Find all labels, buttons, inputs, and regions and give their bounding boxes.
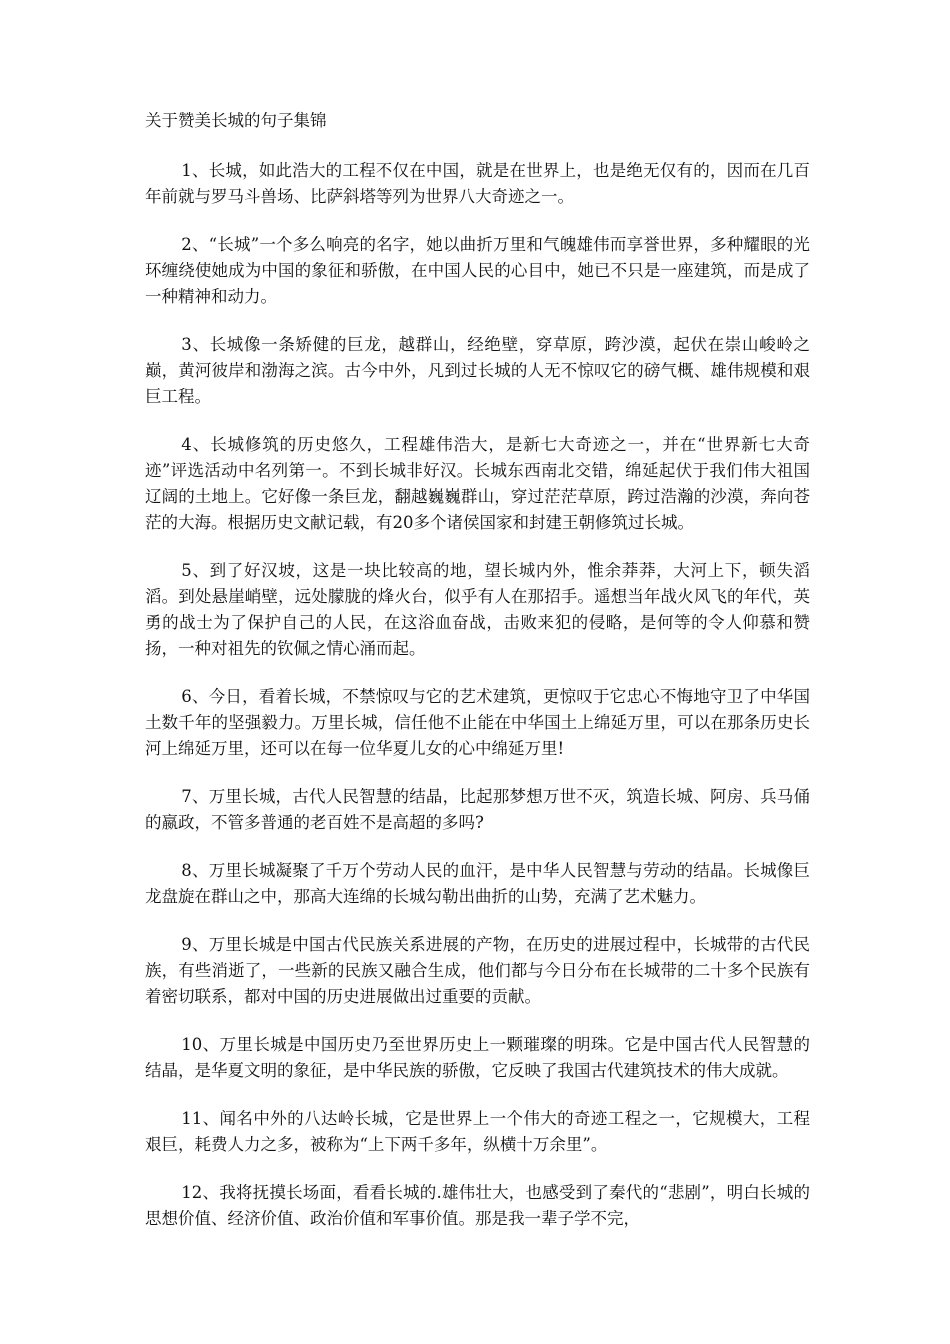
document-title: 关于赞美长城的句子集锦 bbox=[145, 111, 327, 130]
document-body bbox=[145, 108, 810, 1254]
paragraph-2: 2、“长城”一个多么响亮的名字，她以曲折万里和气魄雄伟而享誉世界，多种耀眼的光环缠绕使她成为中国的象征和骄傲，在中国人民的心目中，她已不只是一座建筑，而是成了一种精神和动力。 bbox=[145, 235, 810, 306]
paragraph-9: 9、万里长城是中国古代民族关系进展的产物，在历史的进展过程中，长城带的古代民族，有些消逝了，一些新的民族又融合生成，他们都与今日分布在长城带的二十多个民族有着密切联系，都对中国的历史进展做出过重要的贡献。 bbox=[145, 935, 810, 1006]
paragraph-1: 1、长城，如此浩大的工程不仅在中国，就是在世界上，也是绝无仅有的，因而在几百年前就与罗马斗兽场、比萨斜塔等列为世界八大奇迹之一。 bbox=[145, 161, 810, 206]
paragraph-4: 4、长城修筑的历史悠久，工程雄伟浩大，是新七大奇迹之一，并在“世界新七大奇迹”评选活动中名列第一。不到长城非好汉。长城东西南北交错，绵延起伏于我们伟大祖国辽阔的土地上。它好像一条巨龙，翻越巍巍群山，穿过茫茫草原，跨过浩瀚的沙漠，奔向苍茫的大海。根据历史文献记载，有20多个诸侯国家和封建王朝修筑过长城。 bbox=[145, 435, 810, 532]
paragraph-8: 8、万里长城凝聚了千万个劳动人民的血汗，是中华人民智慧与劳动的结晶。长城像巨龙盘旋在群山之中，那高大连绵的长城勾勒出曲折的山势，充满了艺术魅力。 bbox=[145, 861, 810, 906]
paragraph-12: 12、我将抚摸长场面，看看长城的.雄伟壮大，也感受到了秦代的“悲剧”，明白长城的思想价值、经济价值、政治价值和军事价值。那是我一辈子学不完， bbox=[145, 1183, 810, 1228]
paragraph-5: 5、到了好汉坡，这是一块比较高的地，望长城内外，惟余莽莽，大河上下，顿失滔滔。到处悬崖峭壁，远处朦胧的烽火台，似乎有人在那招手。遥想当年战火风飞的年代，英勇的战士为了保护自己的人民，在这浴血奋战，击败来犯的侵略，是何等的令人仰慕和赞扬，一种对祖先的钦佩之情心涌而起。 bbox=[145, 561, 810, 658]
paragraph-11: 11、闻名中外的八达岭长城，它是世界上一个伟大的奇迹工程之一，它规模大，工程艰巨，耗费人力之多，被称为“上下两千多年，纵横十万余里”。 bbox=[145, 1109, 810, 1154]
paragraph-6: 6、今日，看着长城，不禁惊叹与它的艺术建筑，更惊叹于它忠心不悔地守卫了中华国土数千年的坚强毅力。万里长城，信任他不止能在中华国土上绵延万里，可以在那条历史长河上绵延万里，还可以在每一位华夏儿女的心中绵延万里! bbox=[145, 687, 810, 758]
paragraph-7: 7、万里长城，古代人民智慧的结晶，比起那梦想万世不灭，筑造长城、阿房、兵马俑的嬴政，不管多普通的老百姓不是高超的多吗? bbox=[145, 787, 810, 832]
paragraph-3: 3、长城像一条矫健的巨龙，越群山，经绝壁，穿草原，跨沙漠，起伏在崇山峻岭之巅，黄河彼岸和渤海之滨。古今中外，凡到过长城的人无不惊叹它的磅气概、雄伟规模和艰巨工程。 bbox=[145, 335, 810, 406]
paragraph-10: 10、万里长城是中国历史乃至世界历史上一颗璀璨的明珠。它是中国古代人民智慧的结晶，是华夏文明的象征，是中华民族的骄傲，它反映了我国古代建筑技术的伟大成就。 bbox=[145, 1035, 810, 1080]
